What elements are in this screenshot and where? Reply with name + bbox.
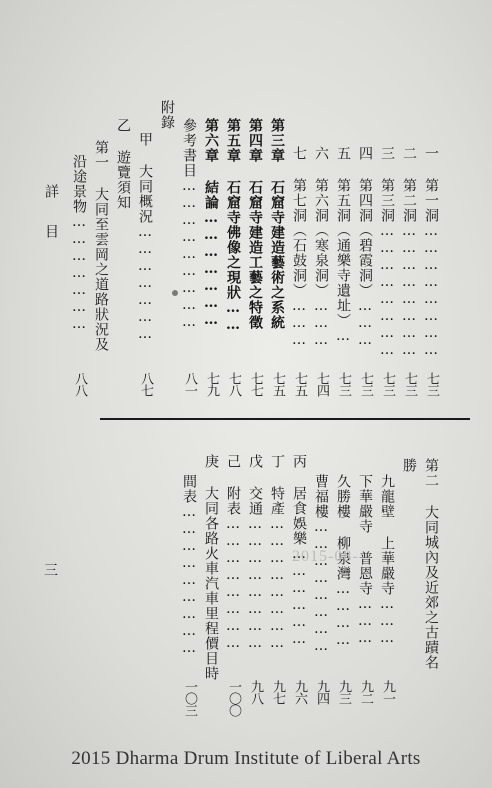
toc-entry: 第二 大同城內及近郊之古蹟名 — [423, 458, 439, 670]
toc-entry: 七 第七洞（石鼓洞）……… — [291, 146, 307, 349]
toc-entry: 第四章 石窟寺建造工藝之特徵 — [247, 118, 263, 330]
page-number: 三 — [44, 563, 58, 579]
toc-page-number: 七九 — [204, 372, 219, 396]
toc-entry: 戊 交通…………………… — [247, 454, 263, 652]
toc-entry: 己 附表…………………… — [225, 454, 241, 652]
toc-entry: 久勝樓 柳泉灣………… — [335, 474, 351, 649]
toc-page-number: 九二 — [358, 680, 373, 704]
toc-page-number: 七三 — [380, 372, 395, 396]
toc-page-number: 九六 — [292, 680, 307, 704]
toc-page-number: 九八 — [248, 680, 263, 704]
toc-page-number: 九七 — [270, 680, 285, 704]
toc-entry: 參考書目……………………… — [181, 118, 197, 331]
toc-page-number: 八七 — [138, 372, 153, 396]
toc-entry: 五 第五洞（通樂寺遺址）… — [335, 146, 351, 345]
toc-entry: 三 第三洞…………………… — [379, 146, 395, 359]
toc-page-number: 九四 — [314, 680, 329, 704]
toc-entry: 丁 特產…………………… — [269, 454, 285, 652]
toc-entry: 四 第四洞（碧霞洞）……… — [357, 146, 373, 349]
toc-entry: 第五章 石窟寺佛像之現狀…… — [225, 118, 241, 334]
toc-page-number: 九三 — [336, 680, 351, 704]
toc-entry: 甲 大同概況………………… — [137, 132, 153, 343]
toc-page-number: 七三 — [424, 372, 439, 396]
toc-page-number: 七八 — [226, 372, 241, 396]
toc-page-number: 七四 — [314, 372, 329, 396]
toc-entry: 乙 遊覽須知 — [115, 118, 131, 210]
toc-entry: 一 第一洞…………………… — [423, 146, 439, 359]
toc-page-number: 一〇〇 — [226, 680, 241, 716]
toc-page-number: 七三 — [358, 372, 373, 396]
toc-page-number: 八八 — [72, 372, 87, 396]
toc-entry: 第六章 結論………………… — [203, 118, 219, 329]
toc-page-number: 七三 — [336, 372, 351, 396]
toc-entry: 第一 大同至雲岡之道路狀況及 — [93, 140, 109, 352]
toc-page-number: 七三 — [402, 372, 417, 396]
toc-page-number: 七五 — [270, 372, 285, 396]
toc-entry: 間表……………………… — [181, 474, 197, 657]
toc-entry: 六 第六洞（寒泉洞）……… — [313, 146, 329, 349]
toc-page-number: 七五 — [292, 372, 307, 396]
toc-entry: 丙 居食娛樂……………… — [291, 454, 307, 648]
toc-page-number: 九一 — [380, 680, 395, 704]
toc-entry: 沿途景物………………… — [71, 154, 87, 333]
toc-entry: 九龍壁 上華嚴寺……… — [379, 474, 395, 647]
toc-entry: 庚 大同各路火車汽車里程價目時 — [203, 454, 219, 681]
page-header-title: 詳目 — [43, 184, 59, 264]
toc-entry: 二 第二洞…………………… — [401, 146, 417, 359]
toc-page-number: 八一 — [182, 372, 197, 396]
ink-speck — [172, 290, 178, 296]
date-stamp: 2015-08- — [292, 548, 359, 565]
library-watermark: 2015 Dharma Drum Institute of Liberal Arts — [71, 748, 421, 769]
toc-entry: 附錄 — [159, 100, 175, 130]
toc-entry: 第三章 石窟寺建造藝術之系統 — [269, 118, 285, 330]
section-divider — [100, 418, 470, 420]
toc-page-number: 一〇三 — [182, 680, 197, 716]
toc-entry: 下華嚴寺 普恩寺……… — [357, 474, 373, 647]
toc-page-number: 七七 — [248, 372, 263, 396]
toc-entry: 勝 — [401, 458, 417, 473]
toc-entry: 曹福樓…………………… — [313, 474, 329, 655]
